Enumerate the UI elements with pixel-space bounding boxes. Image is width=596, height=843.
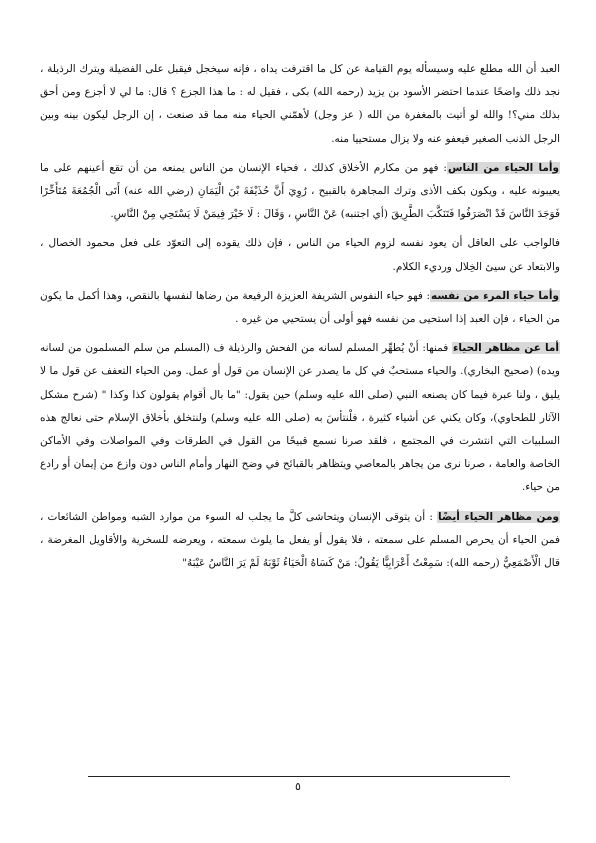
section-heading-more-manifestations: ومن مظاهر الحياء أيضًا (438, 510, 559, 523)
paragraph-1 (40, 58, 560, 151)
paragraph-text: : أن يتوقى الإنسان ويتحاشى كلَّ ما يجلب له السوء من موارد الشبه ومواطن الشائعات ، فمن الحياء أن يحرص المسلم على سمعته ، فلا يقول أو يفعل ما يلوث سمعته ، ويعرضه للسخرية والأقاويل المغرضة ، قال الْأَصْمَعِيُّ (رحمه الله): سَمِعْتُ أَعْرَابِيًّا يَقُولُ: مَنْ كَسَاهُ الْحَيَاءُ ثَوْبَهُ لَمْ يَرَ النَّاسُ عَيْبَهُ" (40, 510, 560, 570)
paragraph-text: فالواجب على العاقل أن يعود نفسه لزوم الحياء من الناس ، فإن ذلك يقوده إلى التعوّد على فعل محمود الخصال ، والابتعاد عن سيئ الخِلال ورديء الكلام. (40, 237, 560, 273)
paragraph-text: : فهو من مكارم الأخلاق كذلك ، فحياء الإنسان من الناس يمنعه من أن تقع أعينهم على ما يعيبونه عليه ، ويكون بكف الأذى وترك المجاهرة بالقبيح ، رُوِيَ أَنَّ حُذَيْفَةَ بْنَ الْيَمَانِ (رضي الله عنه) أَتَى الْجُمُعَةَ مُتَأَخِّرًا فَوَجَدَ النَّاسَ قَدْ انْصَرَفُوا فَتَنَكَّبَ الطَّرِيقَ (أي اجتنبه) عَنْ النَّاسِ ، وَقَالَ : لَا خَيْرَ فِيمَنْ لَا يَسْتَحِي مِنْ النَّاسِ. (40, 161, 560, 221)
page-number: ٥ (295, 780, 301, 793)
paragraph-2 (40, 157, 560, 227)
section-heading-shyness-from-people: وأما الحياء من الناس (447, 161, 560, 174)
paragraph-3 (40, 232, 560, 278)
section-heading-manifestations: أما عن مظاهر الحياء (452, 342, 559, 355)
footer-divider (88, 776, 510, 777)
paragraph-text: : فهو حياء النفوس الشريفة العزيزة الرفيعة من رضاها لنفسها بالنقص، وهذا أكمل ما يكون من الحياء ، فإن العبد إذا استحيى من نفسه فهو أولى أن يستحيي من غيره . (40, 289, 560, 326)
paragraph-5 (40, 337, 560, 499)
section-heading-shyness-from-self: وأما حياء المرء من نفسه (430, 289, 559, 302)
paragraph-4 (40, 285, 560, 331)
paragraph-text: فمنها: أنْ يُطهِّر المسلم لسانه من الفحش والرذيلة ف (المسلم من سلم المسلمون من لسانه ويده) (صحيح البخاري). والحياء مستحبٌ في كل ما يصدر عن الإنسان من قول أو عمل. ومن الحياء التعفف عن قول ما لا يليق ، ولنا عبرة فيما كان يصنعه النبي (صلى الله عليه وسلم) حين يقول: "ما بال أقوام يقولون كذا وكذا " (شرح مشكل الآثار للطحاوي)، وكان يكني عن أشياء كثيرة ، فلْنتأسَ به (صلى الله عليه وسلم) ولنتخلق بأخلاق الإسلام حتى نعالج هذه السلبيات التي انتشرت في المجتمع ، فلقد صرنا نسمع قبيحًا من القول في الطرقات وفي المواصلات وفي الأماكن الخاصة والعامة ، صرنا نرى من يجاهر بالمعاصي ويتظاهر بالقبائح في وضح النهار وأمام الناس دون وازع من إيمان أو رادع من حياء. (40, 342, 560, 494)
paragraph-text: العبد أن الله مطلع عليه وسيسأله يوم القيامة عن كل ما اقترفت يداه ، فإنه سيخجل فيقبل على الفضيلة ويترك الرذيلة ، نجد ذلك واضحًا عندما احتضر الأسود بن يزيد (رحمه الله) بكى ، فقيل له : ما هذا الجزع ؟ قال: ما لي لا أجزع ومن أحق بذلك مني؟! والله لو أتيت بالمغفرة من الله ( عز وجل) لأهمّني الحياء منه مما قد صنعت ، إن الرجل ليكون بينه وبين الرجل الذنب الصغير فيعفو عنه ولا يزال مستحييا منه. (40, 63, 560, 145)
paragraph-6 (40, 506, 560, 576)
page-body (40, 58, 560, 581)
